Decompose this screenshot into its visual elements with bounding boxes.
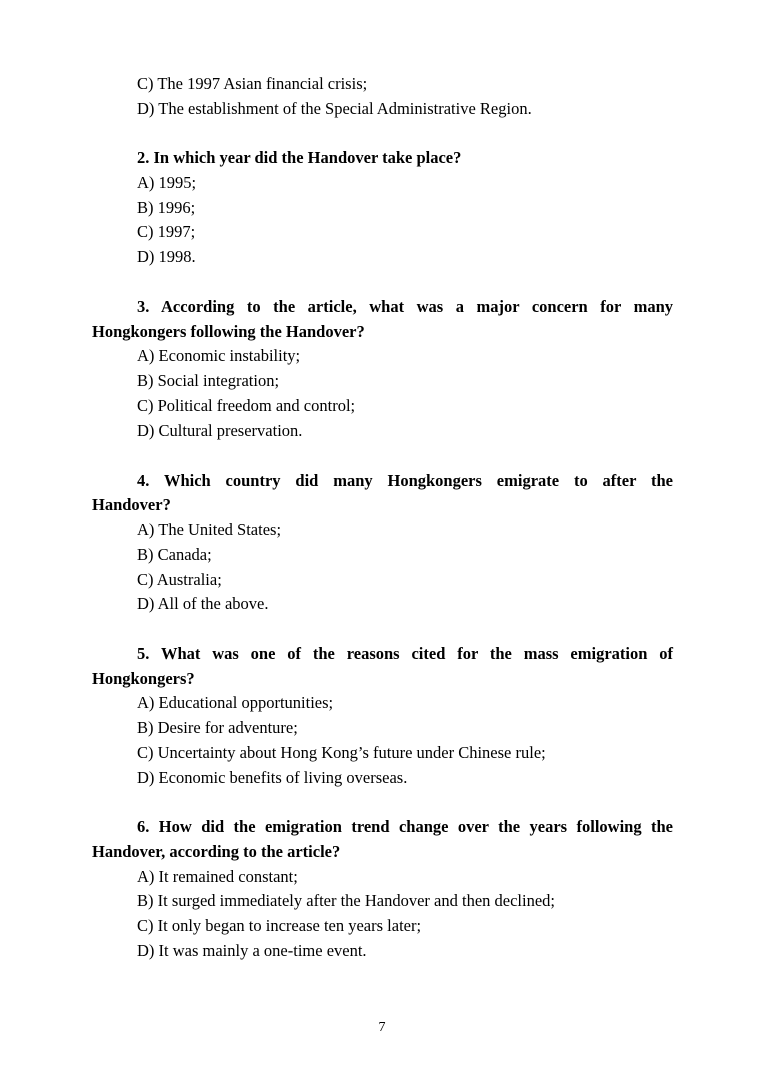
q6-question-line2: Handover, according to the article? [92,842,341,861]
q4-question-line2: Handover? [92,495,171,514]
q4-option-a: A) The United States; [137,520,282,539]
q6-option-c: C) It only began to increase ten years later; [137,916,422,935]
q6-question-line1 [92,815,673,840]
q4-question-text: 4. Which country did many Hongkongers emigrate to after the [137,471,673,490]
q5-option-b: B) Desire for adventure; [137,718,298,737]
q4-option-c: C) Australia; [137,570,222,589]
q5-option-a: A) Educational opportunities; [137,693,334,712]
q6-option-d: D) It was mainly a one-time event. [137,941,367,960]
q1-option-c: C) The 1997 Asian financial crisis; [137,74,368,93]
q4-option-b: B) Canada; [137,545,212,564]
q2-option-d: D) 1998. [137,247,196,266]
q6-option-b: B) It surged immediately after the Handover and then declined; [137,891,556,910]
q5-question-line2: Hongkongers? [92,669,195,688]
q3-option-a: A) Economic instability; [137,346,301,365]
q3-question-line1 [92,295,673,320]
q5-question-line1 [92,642,673,667]
q4-question-line1 [92,469,673,494]
q5-option-c: C) Uncertainty about Hong Kong’s future under Chinese rule; [137,743,546,762]
q2-option-c: C) 1997; [137,222,196,241]
q6-question-text: 6. How did the emigration trend change over the years following the [137,817,673,836]
q4-option-d: D) All of the above. [137,594,269,613]
q3-question-text: 3. According to the article, what was a major concern for many [137,297,673,316]
q1-option-d: D) The establishment of the Special Administrative Region. [137,99,532,118]
q3-option-b: B) Social integration; [137,371,280,390]
q3-question-line2: Hongkongers following the Handover? [92,322,365,341]
q2-question: 2. In which year did the Handover take place? [137,148,462,167]
q2-option-b: B) 1996; [137,198,196,217]
q5-question-text: 5. What was one of the reasons cited for the mass emigration of [137,644,673,663]
q3-option-d: D) Cultural preservation. [137,421,303,440]
q3-option-c: C) Political freedom and control; [137,396,356,415]
q6-option-a: A) It remained constant; [137,867,298,886]
q5-option-d: D) Economic benefits of living overseas. [137,768,408,787]
page-number: 7 [378,1020,386,1035]
q2-option-a: A) 1995; [137,173,197,192]
